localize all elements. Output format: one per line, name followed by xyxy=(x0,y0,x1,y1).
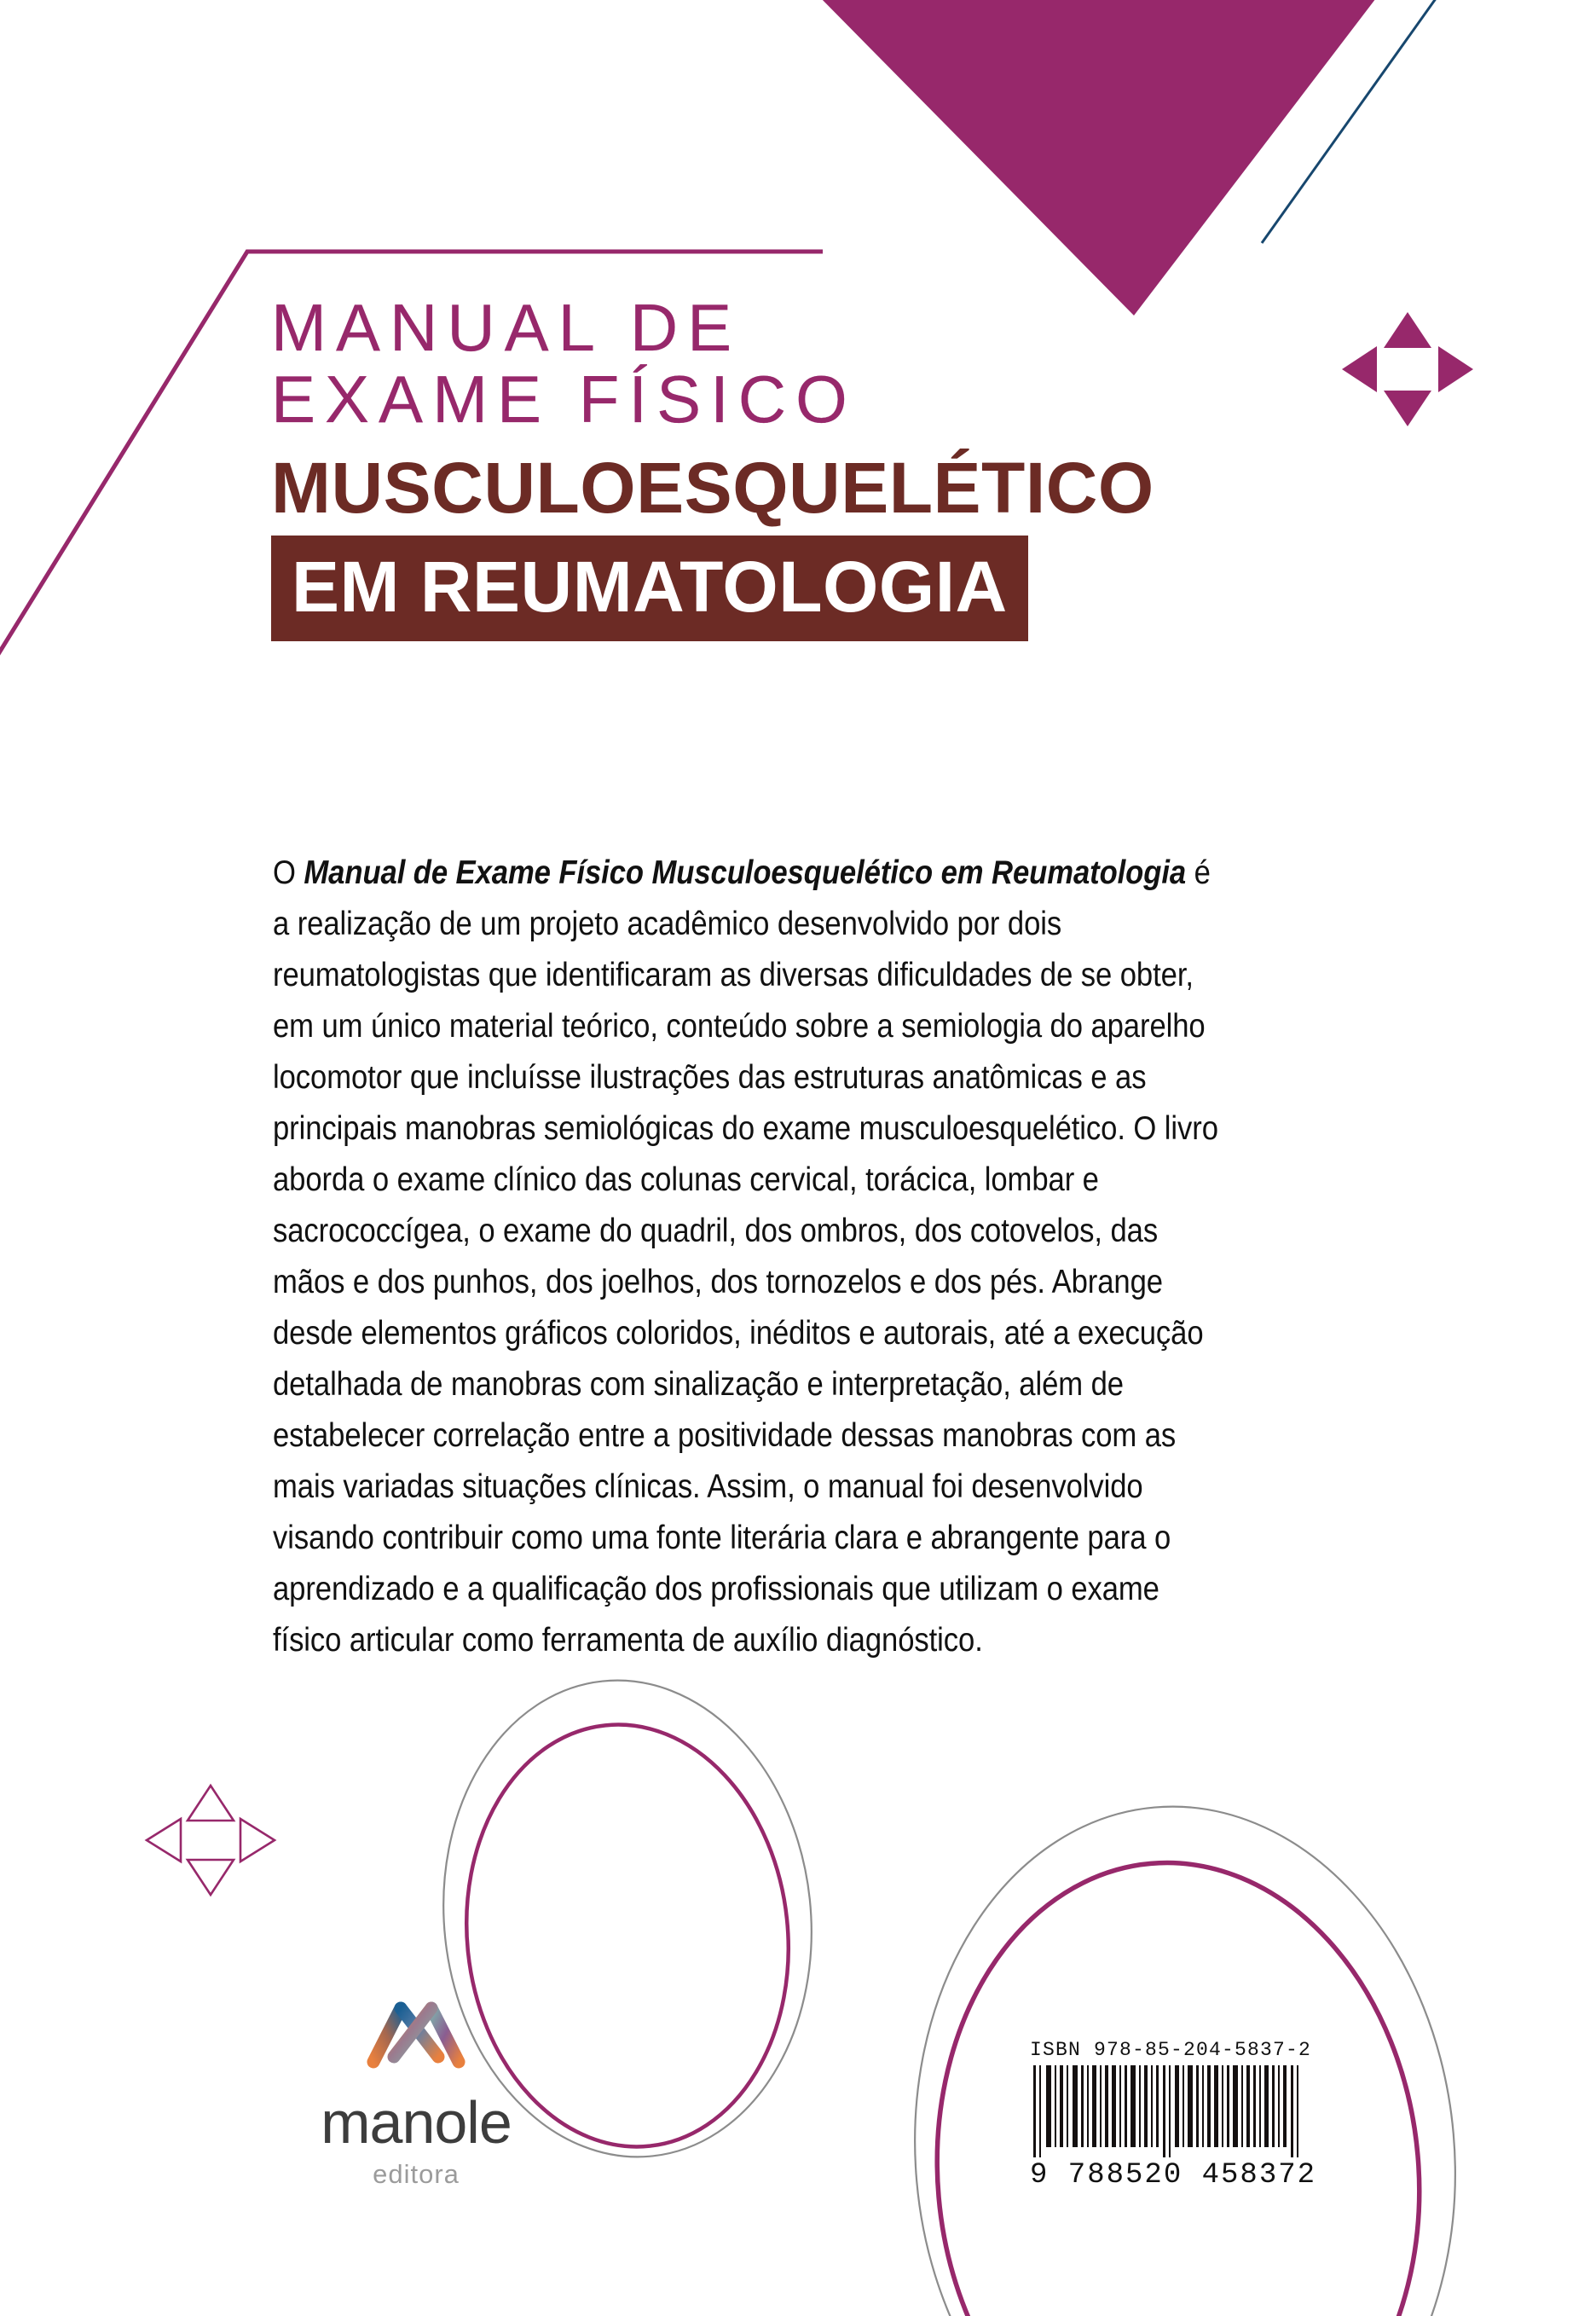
blurb-book-title: Manual de Exame Físico Musculoesquelético em Reumatologia xyxy=(304,854,1187,891)
back-cover-blurb xyxy=(273,848,1229,1666)
four-triangles-outline-icon xyxy=(130,1767,292,1912)
blurb-lead: O xyxy=(273,854,304,891)
isbn-barcode xyxy=(1023,2034,1317,2198)
triangle-down-icon xyxy=(814,0,1381,316)
navy-diagonal-line-icon xyxy=(1262,0,1441,243)
title-line-1: MANUAL DE xyxy=(271,290,742,365)
isbn-label: ISBN 978-85-204-5837-2 xyxy=(1030,2039,1312,2061)
manole-logo-icon xyxy=(360,1995,472,2089)
title-band: EM REUMATOLOGIA xyxy=(271,536,1028,641)
barcode-digits: 9 788520 458372 xyxy=(1030,2159,1317,2192)
publisher-logo xyxy=(314,1995,518,2187)
title-block xyxy=(271,290,1362,641)
publisher-name: manole xyxy=(321,2089,512,2156)
title-line-3: MUSCULOESQUELÉTICO xyxy=(271,448,1154,529)
publisher-subtitle: editora xyxy=(373,2159,460,2189)
barcode-bars-icon xyxy=(1030,2065,1306,2157)
title-line-2: EXAME FÍSICO xyxy=(271,361,857,437)
blurb-body: é a realização de um projeto acadêmico desenvolvido por dois reumatologistas que identificaram as diversas dificuldades de se obter, em um único material teórico, conteúdo sobre a semiologia do aparelho locomotor que incluísse ilustrações das estruturas anatômicas e as principais manobras semiológicas do exame musculoesquelético. O livro aborda o exame clínico das colunas cervical, torácica, lombar e sacrococcígea, o exame do quadril, dos ombros, dos cotovelos, das mãos e dos punhos, dos joelhos, dos tornozelos e dos pés. Abrange desde elementos gráficos coloridos, inéditos e autorais, até a execução detalhada de manobras com sinalização e interpretação, além de estabelecer correlação entre a positividade dessas manobras com as mais variadas situações clínicas. Assim, o manual foi desenvolvido visando contribuir como uma fonte literária clara e abrangente para o aprendizado e a qualificação dos profissionais que utilizam o exame físico articular como ferramenta de auxílio diagnóstico. xyxy=(273,854,1218,1659)
